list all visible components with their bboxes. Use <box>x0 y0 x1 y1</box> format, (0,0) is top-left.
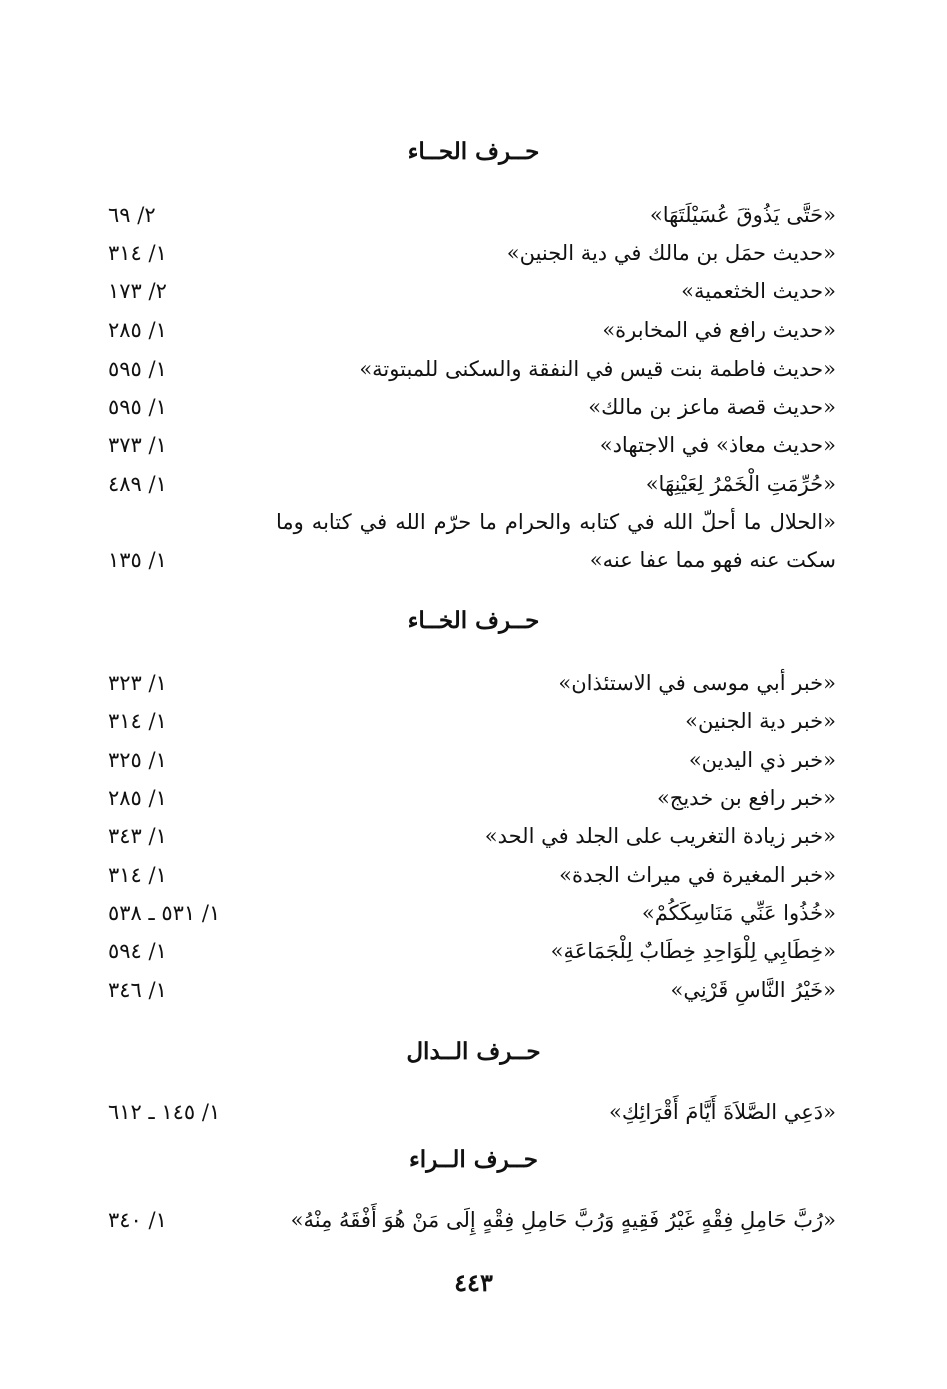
entry-reference: ١/ ٥٩٥ <box>108 395 167 419</box>
entry-text: «دَعِي الصَّلاَةَ أَيَّامَ أَقْرَائِكِ» <box>608 1100 836 1124</box>
index-entry <box>108 856 836 894</box>
entry-reference: ١/ ١٣٥ <box>108 548 167 572</box>
index-entry <box>108 1201 836 1239</box>
entry-text: «حديث فاطمة بنت قيس في النفقة والسكنى للمبتوتة» <box>359 357 836 381</box>
index-entry <box>108 971 836 1009</box>
index-entry <box>108 932 836 970</box>
section-title-dal: حــرف الــدال <box>406 1038 541 1065</box>
index-entry <box>108 350 836 388</box>
entry-text: «حَتَّى يَذُوقَ عُسَيْلَتَهَا» <box>649 203 836 227</box>
entry-reference: ٢/ ٦٩ <box>108 203 156 227</box>
entry-reference: ١/ ٢٨٥ <box>108 318 167 342</box>
section-title-raa: حــرف الــراء <box>408 1146 538 1173</box>
entry-reference: ١/ ٣٤٠ <box>108 1208 167 1232</box>
index-entry <box>108 465 836 503</box>
entry-text: «خَيْرُ النَّاسِ قَرْنِي» <box>670 978 836 1002</box>
entry-reference: ٢/ ١٧٣ <box>108 279 167 303</box>
entry-text: «خبر دية الجنين» <box>685 709 836 733</box>
index-entry <box>108 741 836 779</box>
index-entry <box>108 894 836 932</box>
entry-reference: ١/ ٤٨٩ <box>108 472 167 496</box>
index-entry <box>108 503 836 579</box>
entry-reference: ١/ ٥٩٥ <box>108 357 167 381</box>
entry-reference: ١/ ٣٧٣ <box>108 433 167 457</box>
index-entry <box>108 196 836 234</box>
index-entry <box>108 817 836 855</box>
entry-reference: ١/ ٣٤٣ <box>108 824 167 848</box>
entry-reference: ١/ ٣١٤ <box>108 709 167 733</box>
entry-text: «خُذُوا عَنِّي مَنَاسِكَكُمْ» <box>641 901 836 925</box>
section-title-haa: حــرف الحــاء <box>407 138 540 165</box>
index-entry <box>108 388 836 426</box>
entry-text: «خبر المغيرة في ميراث الجدة» <box>559 863 836 887</box>
entry-reference: ١/ ٣٤٦ <box>108 978 167 1002</box>
entry-reference: ١/ ٣١٤ <box>108 241 167 265</box>
entry-text: «حديث حمَل بن مالك في دية الجنين» <box>506 241 836 265</box>
entry-reference: ١/ ١٤٥ ـ ٦١٢ <box>108 1100 221 1124</box>
page-number: ٤٤٣ <box>454 1268 493 1297</box>
entry-text: «رُبَّ حَامِلِ فِقْهٍ غَيْرُ فَقِيهٍ وَرُبَّ حَامِلِ فِقْهٍ إِلَى مَنْ هُوَ أَفْقَهُ مِنْهُ» <box>290 1208 836 1232</box>
index-entry <box>108 779 836 817</box>
entry-reference: ١/ ٣٢٣ <box>108 671 167 695</box>
index-entry <box>108 234 836 272</box>
entry-reference: ١/ ٢٨٥ <box>108 786 167 810</box>
entry-text: «حديث قصة ماعز بن مالك» <box>588 395 836 419</box>
index-entry <box>108 702 836 740</box>
entry-text: «خبر زيادة التغريب على الجلد في الحد» <box>484 824 836 848</box>
entry-reference: ١/ ٥٣١ ـ ٥٣٨ <box>108 901 221 925</box>
entry-text: «حديث الخثعمية» <box>681 279 836 303</box>
index-entry <box>108 426 836 464</box>
entry-text: «الحلال ما أحلّ الله في كتابه والحرام ما حرّم الله في كتابه وما سكت عنه فهو مما عفا عنه» <box>276 510 836 572</box>
entry-reference: ١/ ٣٢٥ <box>108 748 167 772</box>
entry-text: «خبر ذي اليدين» <box>688 748 836 772</box>
index-entry <box>108 311 836 349</box>
index-entry <box>108 664 836 702</box>
index-entry <box>108 1093 836 1131</box>
section-title-khaa: حــرف الخــاء <box>407 607 540 634</box>
entry-text: «حديث رافع في المخابرة» <box>602 318 836 342</box>
entry-text: «خِطَابِي لِلْوَاحِدِ خِطَابٌ لِلْجَمَاعَةِ» <box>550 939 836 963</box>
entry-reference: ١/ ٥٩٤ <box>108 939 167 963</box>
entry-reference: ١/ ٣١٤ <box>108 863 167 887</box>
entry-text: «خبر رافع بن خديج» <box>656 786 836 810</box>
entry-text: «حُرِّمَتِ الْخَمْرُ لِعَيْنِهَا» <box>645 472 836 496</box>
entry-text: «حديث معاذ» في الاجتهاد» <box>599 433 836 457</box>
entry-text: «خبر أبي موسى في الاستئذان» <box>558 671 836 695</box>
index-entry <box>108 272 836 310</box>
